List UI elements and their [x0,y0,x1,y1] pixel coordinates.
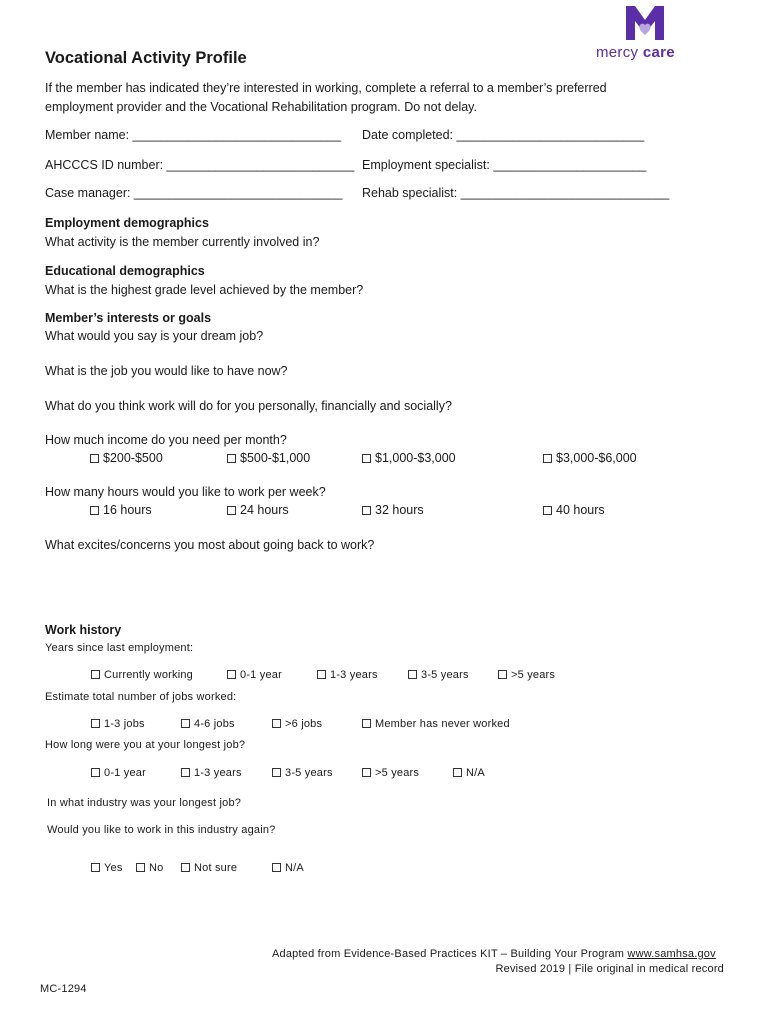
years-option-1[interactable] [91,669,193,681]
option-label: $3,000-$6,000 [556,451,637,465]
samhsa-link[interactable]: www.samhsa.gov [627,948,716,960]
option-label: >5 years [511,669,556,681]
again-option-1[interactable] [91,862,123,874]
checkbox[interactable] [362,454,371,463]
checkbox[interactable] [272,768,281,777]
checkbox[interactable] [453,768,462,777]
logo-text-mercy: mercy [596,44,639,61]
mercy-care-logo [596,4,696,66]
checkbox[interactable] [227,506,236,515]
longest-option-3[interactable] [272,767,333,779]
income-option-2[interactable] [227,451,310,465]
hours-question: How many hours would you like to work per week? [45,485,326,499]
footer-adapted-text: Adapted from Evidence-Based Practices KIT – Building Your Program [272,948,625,960]
option-label: 3-5 years [421,669,469,681]
checkbox[interactable] [90,454,99,463]
checkbox[interactable] [181,719,190,728]
years-option-4[interactable] [408,669,469,681]
checkbox[interactable] [91,768,100,777]
form-code: MC-1294 [40,983,87,995]
option-label: 1-3 jobs [104,718,145,730]
option-label: 1-3 years [330,669,378,681]
excites-question: What excites/concerns you most about going back to work? [45,538,375,552]
longest-option-1[interactable] [91,767,146,779]
longest-option-4[interactable] [362,767,419,779]
m-heart-logo-icon [624,4,666,42]
date-completed-field[interactable]: Date completed: ___________________________ [362,128,645,142]
years-option-5[interactable] [498,669,555,681]
income-option-1[interactable] [90,451,163,465]
checkbox[interactable] [362,506,371,515]
longest-question: How long were you at your longest job? [45,739,246,751]
option-label: Not sure [194,862,238,874]
option-label: 3-5 years [285,767,333,779]
option-label: 0-1 year [104,767,146,779]
option-label: No [149,862,164,874]
case-manager-field[interactable]: Case manager: ______________________________ [45,186,343,200]
option-label: Yes [104,862,123,874]
checkbox[interactable] [543,454,552,463]
education-heading: Educational demographics [45,264,205,278]
again-question: Would you like to work in this industry again? [47,824,276,836]
hours-option-3[interactable] [362,503,424,517]
longest-option-2[interactable] [181,767,242,779]
hours-option-1[interactable] [90,503,152,517]
jobs-option-3[interactable] [272,718,322,730]
checkbox[interactable] [90,506,99,515]
option-label: $1,000-$3,000 [375,451,456,465]
jobs-option-4[interactable] [362,718,510,730]
years-option-2[interactable] [227,669,282,681]
option-label: 24 hours [240,503,289,517]
option-label: 32 hours [375,503,424,517]
option-label: Member has never worked [375,718,510,730]
checkbox[interactable] [317,670,326,679]
work-history-heading: Work history [45,623,122,637]
again-option-4[interactable] [272,862,304,874]
work-do-question: What do you think work will do for you personally, financially and socially? [45,399,452,413]
income-question: How much income do you need per month? [45,433,287,447]
option-label: 1-3 years [194,767,242,779]
hours-option-2[interactable] [227,503,289,517]
employment-question: What activity is the member currently involved in? [45,235,320,249]
option-label: Currently working [104,669,193,681]
checkbox[interactable] [362,719,371,728]
checkbox[interactable] [272,863,281,872]
intro-line-2: employment provider and the Vocational Rehabilitation program. Do not delay. [45,100,477,114]
option-label: 16 hours [103,503,152,517]
ahcccs-id-field[interactable]: AHCCCS ID number: ___________________________ [45,158,355,172]
footer-revised: Revised 2019 | File original in medical record [495,963,724,975]
jobs-question: Estimate total number of jobs worked: [45,691,237,703]
checkbox[interactable] [543,506,552,515]
dream-job-question: What would you say is your dream job? [45,329,264,343]
footer-adapted [272,948,716,960]
intro-line-1: If the member has indicated they’re interested in working, complete a referral to a member’s preferred [45,81,607,95]
rehab-specialist-field[interactable]: Rehab specialist: ______________________________ [362,186,670,200]
option-label: $200-$500 [103,451,163,465]
option-label: >6 jobs [285,718,323,730]
employment-specialist-field[interactable]: Employment specialist: ______________________ [362,158,647,172]
interests-heading: Member’s interests or goals [45,311,212,325]
option-label: 4-6 jobs [194,718,235,730]
logo-text [596,44,675,61]
checkbox[interactable] [408,670,417,679]
job-now-question: What is the job you would like to have now? [45,364,288,378]
jobs-option-2[interactable] [181,718,235,730]
logo-text-care: care [642,44,675,61]
jobs-option-1[interactable] [91,718,145,730]
option-label: N/A [466,767,485,779]
employment-heading: Employment demographics [45,216,209,230]
checkbox[interactable] [227,454,236,463]
checkbox[interactable] [91,863,100,872]
years-question: Years since last employment: [45,642,194,654]
checkbox[interactable] [91,670,100,679]
education-question: What is the highest grade level achieved by the member? [45,283,364,297]
checkbox[interactable] [227,670,236,679]
income-option-4[interactable] [543,451,637,465]
hours-option-4[interactable] [543,503,605,517]
member-name-field[interactable]: Member name: ______________________________ [45,128,342,142]
again-option-2[interactable] [136,862,163,874]
option-label: 0-1 year [240,669,282,681]
option-label: N/A [285,862,304,874]
industry-question: In what industry was your longest job? [47,797,242,809]
again-option-3[interactable] [181,862,237,874]
option-label: $500-$1,000 [240,451,311,465]
longest-option-5[interactable] [453,767,485,779]
page-title: Vocational Activity Profile [45,49,247,67]
checkbox[interactable] [181,768,190,777]
checkbox[interactable] [181,863,190,872]
checkbox[interactable] [498,670,507,679]
option-label: 40 hours [556,503,605,517]
checkbox[interactable] [362,768,371,777]
checkbox[interactable] [272,719,281,728]
income-option-3[interactable] [362,451,456,465]
checkbox[interactable] [91,719,100,728]
checkbox[interactable] [136,863,145,872]
years-option-3[interactable] [317,669,378,681]
option-label: >5 years [375,767,420,779]
